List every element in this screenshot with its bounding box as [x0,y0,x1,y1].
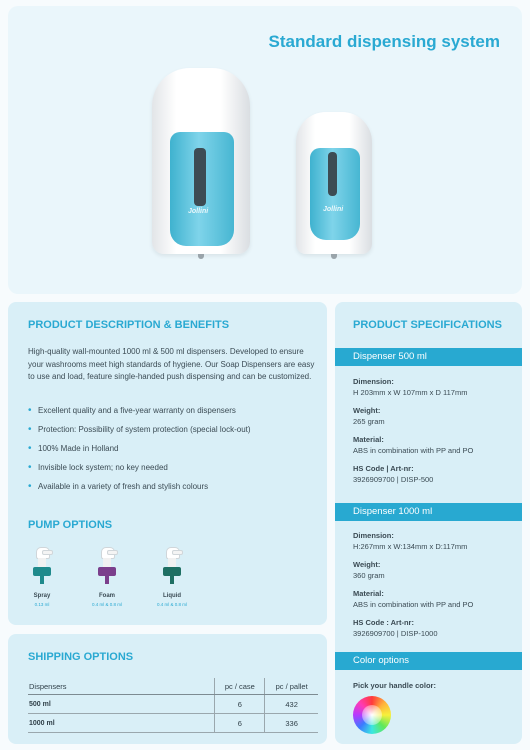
dispenser-1000-header: Dispenser 1000 ml [335,503,522,521]
foam-pump-icon [96,547,118,585]
table-cell: 6 [215,714,265,733]
table-cell: 1000 ml [28,714,215,733]
spec-label: Material: [353,435,384,444]
pump-spec: 0.4 ml & 0.8 ml [156,602,187,607]
shipping-panel [8,634,327,744]
column-header: pc / case [215,678,265,695]
spec-label: Dimension: [353,531,394,540]
shipping-table [28,678,318,733]
spec-value: 360 gram [353,571,385,580]
benefit-item: • 100% Made in Holland [28,444,318,463]
spray-pump-icon [31,547,53,585]
page-title: Standard dispensing system [268,32,500,51]
pump-name: Spray [33,593,51,599]
dimension-1000 [353,531,518,551]
benefit-item: • Protection: Possibility of system protection (special lock-out) [28,425,318,444]
pump-liquid [152,547,192,607]
benefit-item: • Invisible lock system; no key needed [28,463,318,482]
color-options-header: Color options [335,652,522,670]
table-cell: 336 [265,714,318,733]
spec-label: HS Code : Art-nr: [353,618,414,627]
pump-foam [87,547,127,607]
dispenser-500-image [296,112,372,254]
dispenser-brand-label: Jollini [323,206,344,213]
hs-code-1000 [353,618,518,638]
spec-label: Weight: [353,406,381,415]
spec-value: 3926909700 | DISP-500 [353,475,434,484]
benefits-list [28,406,318,501]
table-cell: 500 ml [28,695,215,714]
pump-spec: 0.4 ml & 0.8 ml [91,602,122,607]
weight-1000 [353,560,518,580]
handle-color-label: Pick your handle color: [353,681,436,690]
weight-500 [353,406,518,426]
table-header-row [28,678,318,695]
pump-options-heading: PUMP OPTIONS [28,519,113,531]
column-header: Dispensers [28,678,215,695]
shipping-heading: SHIPPING OPTIONS [28,651,134,663]
material-1000 [353,589,518,609]
spec-label: Weight: [353,560,381,569]
description-heading: PRODUCT DESCRIPTION & BENEFITS [28,319,230,331]
spec-value: ABS in combination with PP and PO [353,446,474,455]
benefit-item: • Excellent quality and a five-year warranty on dispensers [28,406,318,425]
benefit-item: • Available in a variety of fresh and stylish colours [28,482,318,501]
specifications-panel [335,302,522,744]
column-header: pc / pallet [265,678,318,695]
spec-value: 265 gram [353,417,385,426]
spec-value: H 203mm x W 107mm x D 117mm [353,388,468,397]
specifications-heading: PRODUCT SPECIFICATIONS [353,319,502,331]
spec-label: Dimension: [353,377,394,386]
pump-name: Foam [98,593,115,599]
dispenser-brand-label: Jollini [188,208,209,215]
liquid-pump-icon [161,547,183,585]
table-cell: 432 [265,695,318,714]
spec-value: ABS in combination with PP and PO [353,600,474,609]
table-row [28,695,318,714]
spec-value: H:267mm x W:134mm x D:117mm [353,542,468,551]
pump-spray [22,547,62,607]
spec-value: 3926909700 | DISP-1000 [353,629,438,638]
spec-label: Material: [353,589,384,598]
spec-label: HS Code | Art-nr: [353,464,414,473]
dispenser-500-header: Dispenser 500 ml [335,348,522,366]
table-cell: 6 [215,695,265,714]
hs-code-500 [353,464,518,484]
description-panel [8,302,327,625]
dispenser-1000-image [152,68,250,254]
color-wheel-icon[interactable] [353,696,391,734]
pump-name: Liquid [163,593,181,599]
product-hero [8,6,522,294]
description-text: High-quality wall-mounted 1000 ml & 500 ml dispensers. Developed to ensure your washrooms meet high standards of hygiene. Our Soap Dispensers are easy to use and load, feature single-handed push dispensing and can be customized. [28,347,315,381]
dimension-500 [353,377,518,397]
table-row [28,714,318,733]
material-500 [353,435,518,455]
pump-spec: 0.13 ml [34,602,50,607]
